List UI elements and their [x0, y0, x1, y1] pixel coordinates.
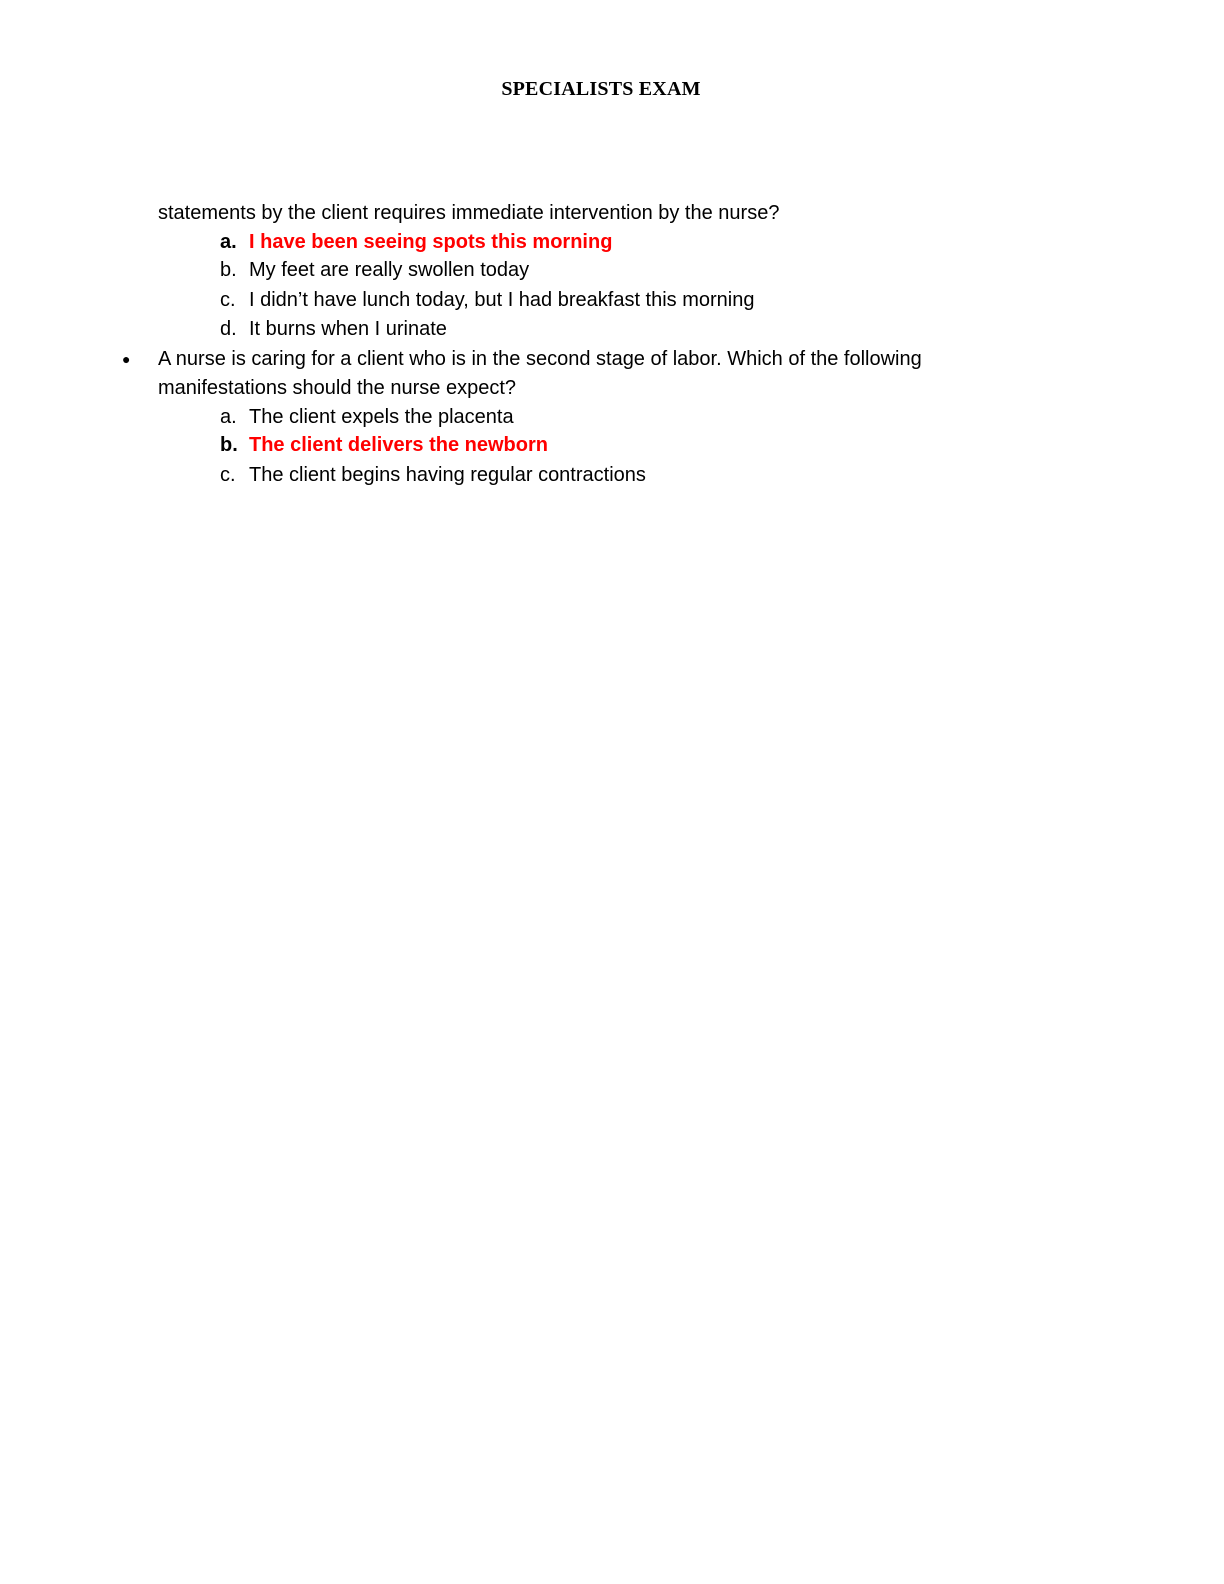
- option-text: The client expels the placenta: [249, 406, 514, 428]
- question-2-text-line-2: manifestations should the nurse expect?: [158, 377, 516, 399]
- question-2-option-c: [220, 461, 646, 490]
- option-letter: d.: [220, 318, 237, 340]
- question-2-option-b: [220, 431, 548, 460]
- question-2-option-a: [220, 403, 514, 432]
- question-1-option-a: [220, 228, 612, 257]
- option-letter: c.: [220, 289, 236, 311]
- option-text: I have been seeing spots this morning: [249, 231, 613, 253]
- question-1-option-d: [220, 315, 447, 344]
- option-text: The client delivers the newborn: [249, 434, 548, 456]
- question-2-text-line-1: A nurse is caring for a client who is in the second stage of labor. Which of the following: [158, 348, 922, 370]
- option-text: The client begins having regular contractions: [249, 464, 646, 486]
- option-letter: c.: [220, 464, 236, 486]
- option-text: I didn’t have lunch today, but I had breakfast this morning: [249, 289, 755, 311]
- option-letter: a.: [220, 406, 237, 428]
- option-text: My feet are really swollen today: [249, 259, 530, 281]
- question-1-option-c: [220, 286, 755, 315]
- option-text: It burns when I urinate: [249, 318, 447, 340]
- question-1-text: statements by the client requires immediate intervention by the nurse?: [158, 202, 780, 224]
- bullet-icon: ●: [122, 351, 131, 367]
- option-letter: b.: [220, 259, 237, 281]
- option-letter: a.: [220, 231, 237, 253]
- option-letter: b.: [220, 434, 238, 456]
- page-title: SPECIALISTS EXAM: [501, 78, 701, 100]
- question-1-option-b: [220, 256, 529, 285]
